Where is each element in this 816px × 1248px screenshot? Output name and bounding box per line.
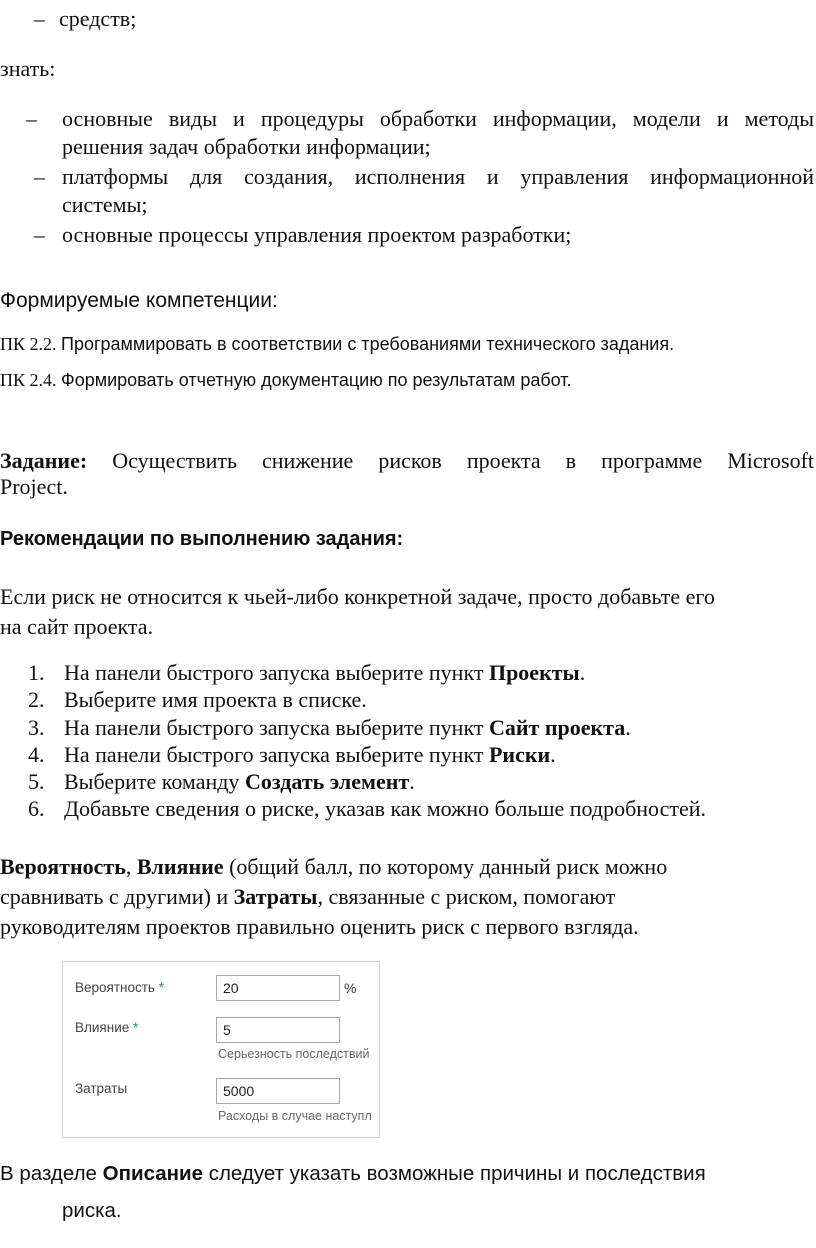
probability-label: Вероятность *: [75, 980, 164, 995]
list-item-sredstv: – средств;: [34, 6, 137, 31]
competency-pk-2-2: ПК 2.2. Программировать в соответствии с требованиями технического задания.: [0, 334, 675, 354]
explanation-line3: руководителям проектов правильно оценить риск с первого взгляда.: [0, 914, 639, 939]
task-line2: Project.: [0, 474, 68, 499]
knowledge-item-2-line1: платформы для создания, исполнения и управления информационной: [62, 164, 814, 189]
cost-hint: Расходы в случае наступл: [218, 1109, 372, 1123]
risk-form-screenshot: [62, 961, 380, 1138]
required-mark: *: [133, 1020, 139, 1035]
knowledge-item-3: основные процессы управления проектом разработки;: [62, 222, 572, 247]
intro-line1: Если риск не относится к чьей-либо конкретной задаче, просто добавьте его: [0, 584, 715, 609]
description-line1: В разделе Описание следует указать возможные причины и последствия: [0, 1162, 706, 1185]
probability-input[interactable]: 20: [216, 975, 340, 1001]
competency-pk-2-4: ПК 2.4. Формировать отчетную документацию по результатам работ.: [0, 370, 572, 390]
knowledge-item-2-line2: системы;: [62, 192, 148, 217]
recommendations-title: Рекомендации по выполнению задания:: [0, 528, 404, 550]
knowledge-item-1-line1: основные виды и процедуры обработки информации, модели и методы: [62, 106, 814, 131]
dash: –: [34, 164, 45, 189]
dash: –: [34, 6, 45, 31]
impact-hint: Серьезность последствий: [218, 1047, 370, 1061]
dash: –: [34, 222, 45, 247]
znat-heading: знать:: [0, 56, 56, 81]
dash: –: [26, 106, 37, 131]
task-label: Задание:: [0, 448, 88, 473]
cost-label: Затраты: [75, 1081, 128, 1096]
explanation-line1: Вероятность, Влияние (общий балл, по которому данный риск можно: [0, 854, 668, 879]
description-line2: риска.: [62, 1199, 122, 1222]
cost-input[interactable]: 5000: [216, 1078, 340, 1104]
explanation-line2: сравнивать с другими) и Затраты, связанные с риском, помогают: [0, 884, 616, 909]
task-line1: Задание: Осуществить снижение рисков проекта в программе Microsoft: [0, 448, 815, 473]
impact-input[interactable]: 5: [216, 1017, 340, 1043]
percent-sign: %: [344, 980, 357, 996]
competencies-title: Формируемые компетенции:: [0, 289, 278, 312]
intro-line2: на сайт проекта.: [0, 614, 154, 639]
knowledge-item-1-line2: решения задач обработки информации;: [62, 134, 431, 159]
impact-label: Влияние *: [75, 1020, 139, 1035]
required-mark: *: [158, 980, 164, 995]
